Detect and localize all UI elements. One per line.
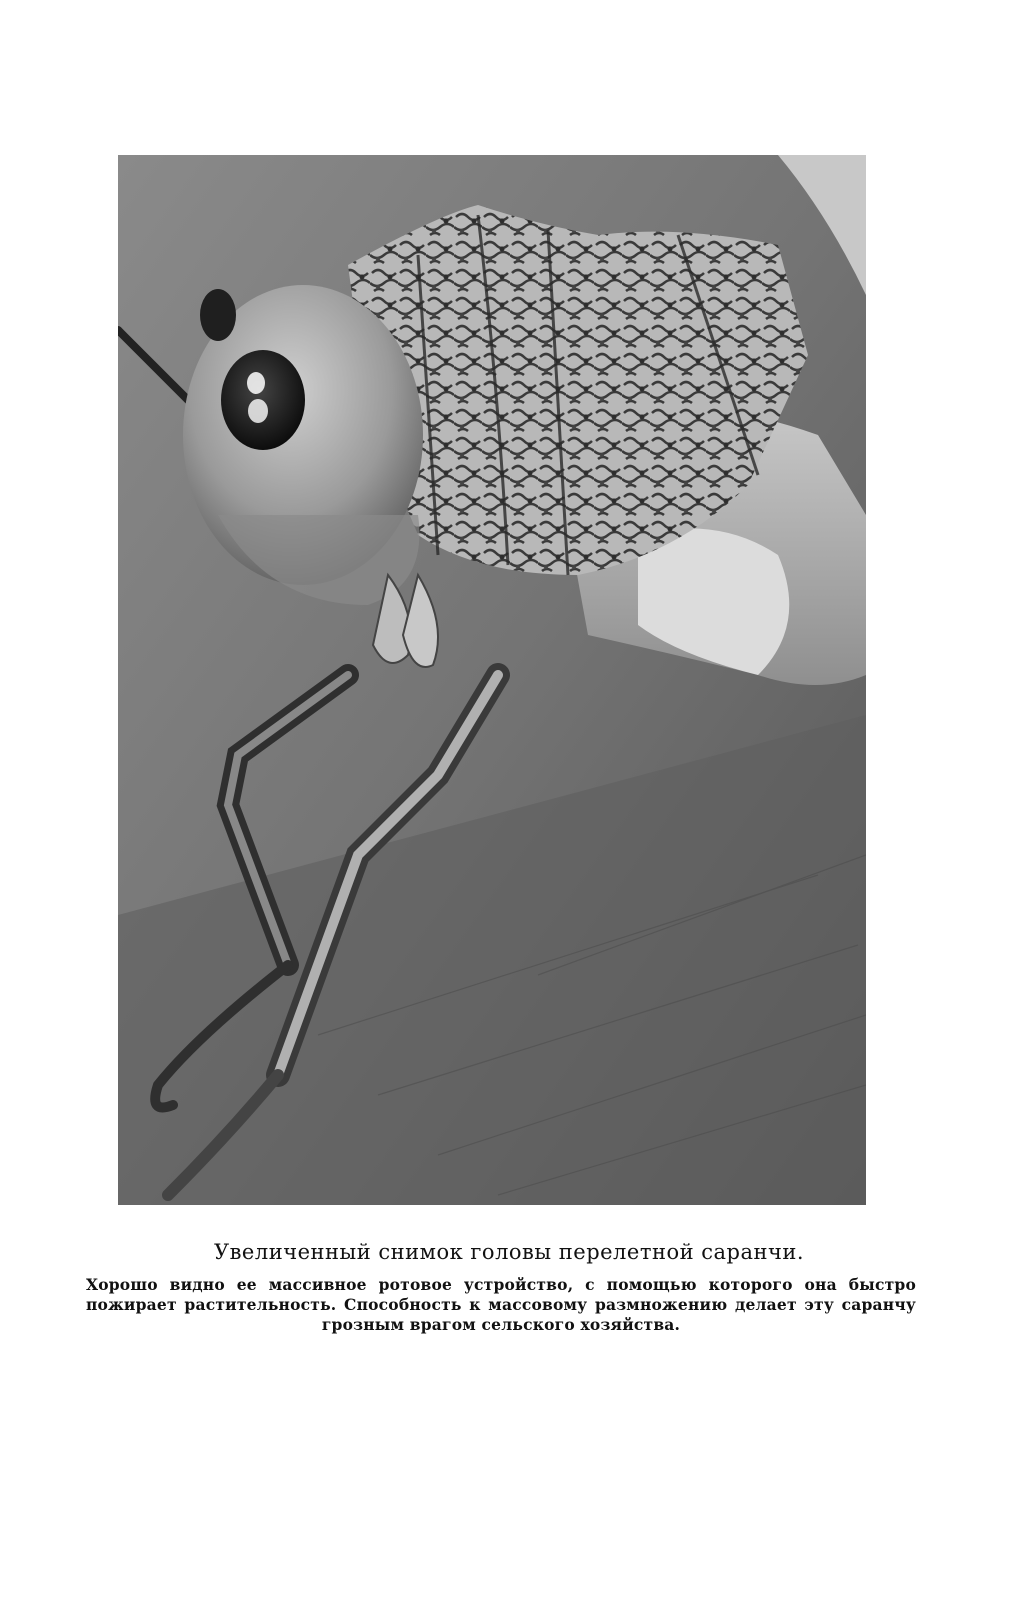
locust-photo-illustration (118, 155, 866, 1205)
caption-body: Хорошо видно ее массивное ротовое устройство, с помощью которого она быстро пожирает растительность. Способность к массовому размножению делает эту саранчу грозным врагом сельского хозяйства. (86, 1275, 916, 1334)
caption-title: Увеличенный снимок головы перелетной саранчи. (213, 1240, 805, 1264)
locust-head-photograph (118, 155, 866, 1205)
